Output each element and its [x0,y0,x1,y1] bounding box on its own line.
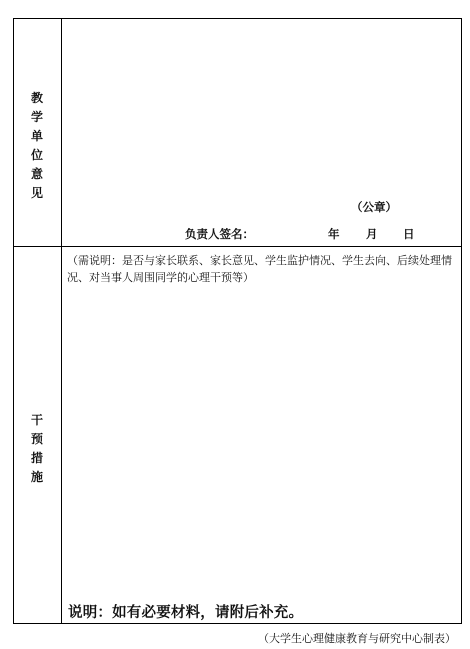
label-char: 教 [30,91,43,105]
label-char: 措 [30,451,43,465]
label-char: 单 [30,129,43,143]
date-day-label: 日 [403,227,415,241]
label-char: 位 [30,148,43,162]
form-footer: （大学生心理健康教育与研究中心制表） [258,632,456,645]
date-year-label: 年 [328,227,340,241]
label-char: 意 [30,167,43,181]
supplement-note: 说明：如有必要材料，请附后补充。 [68,605,304,621]
label-char: 预 [30,432,43,446]
label-char: 干 [30,413,43,427]
intervention-instruction: （需说明：是否与家长联系、家长意见、学生监护情况、学生去向、后续处理情况、对当事人周围同学的心理干预等） [67,254,452,284]
form-table-frame [13,18,462,624]
label-char: 见 [30,186,43,200]
official-seal-label: （公章） [351,200,397,214]
row-divider [13,246,462,247]
column-divider [61,18,62,624]
intervention-section-label [13,411,61,487]
label-char: 学 [30,110,43,124]
signer-label: 负责人签名： [185,227,254,241]
label-char: 施 [30,470,43,484]
date-month-label: 月 [366,227,378,241]
opinion-section-label [13,89,61,203]
